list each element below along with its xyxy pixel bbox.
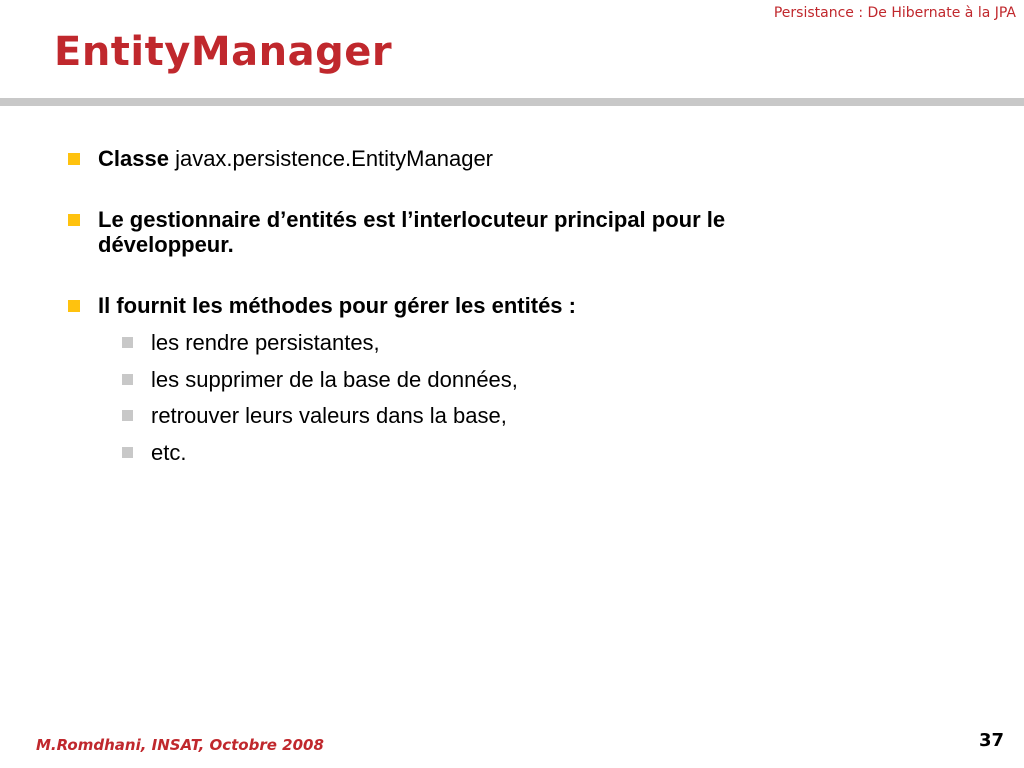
bullet-text bbox=[98, 146, 858, 171]
sub-bullet-text: retrouver leurs valeurs dans la base, bbox=[151, 403, 507, 428]
footer-author: M.Romdhani, INSAT, Octobre 2008 bbox=[36, 736, 324, 754]
square-bullet-icon bbox=[68, 300, 80, 312]
header-topic: Persistance : De Hibernate à la JPA bbox=[773, 5, 1016, 21]
square-sub-bullet-icon bbox=[122, 374, 133, 385]
slide-title: EntityManager bbox=[54, 29, 393, 75]
bullet-text bbox=[98, 293, 858, 318]
page-number: 37 bbox=[978, 730, 1004, 751]
sub-bullet-text: etc. bbox=[151, 440, 187, 465]
square-bullet-icon bbox=[68, 153, 80, 165]
square-bullet-icon bbox=[68, 214, 80, 226]
square-sub-bullet-icon bbox=[122, 410, 133, 421]
bullet-bold-text: Le gestionnaire d’entités est l’interlocuteur principal pour le développeur. bbox=[98, 207, 726, 257]
bullet-text bbox=[98, 207, 858, 257]
square-sub-bullet-icon bbox=[122, 447, 133, 458]
sub-bullet-text: les supprimer de la base de données, bbox=[151, 367, 518, 392]
sub-bullet-text: les rendre persistantes, bbox=[151, 330, 380, 355]
bullet-bold-text: Classe bbox=[98, 146, 169, 171]
bullet-bold-text: Il fournit les méthodes pour gérer les entités : bbox=[98, 293, 576, 318]
bullet-plain-text: javax.persistence.EntityManager bbox=[168, 146, 494, 171]
square-sub-bullet-icon bbox=[122, 337, 133, 348]
